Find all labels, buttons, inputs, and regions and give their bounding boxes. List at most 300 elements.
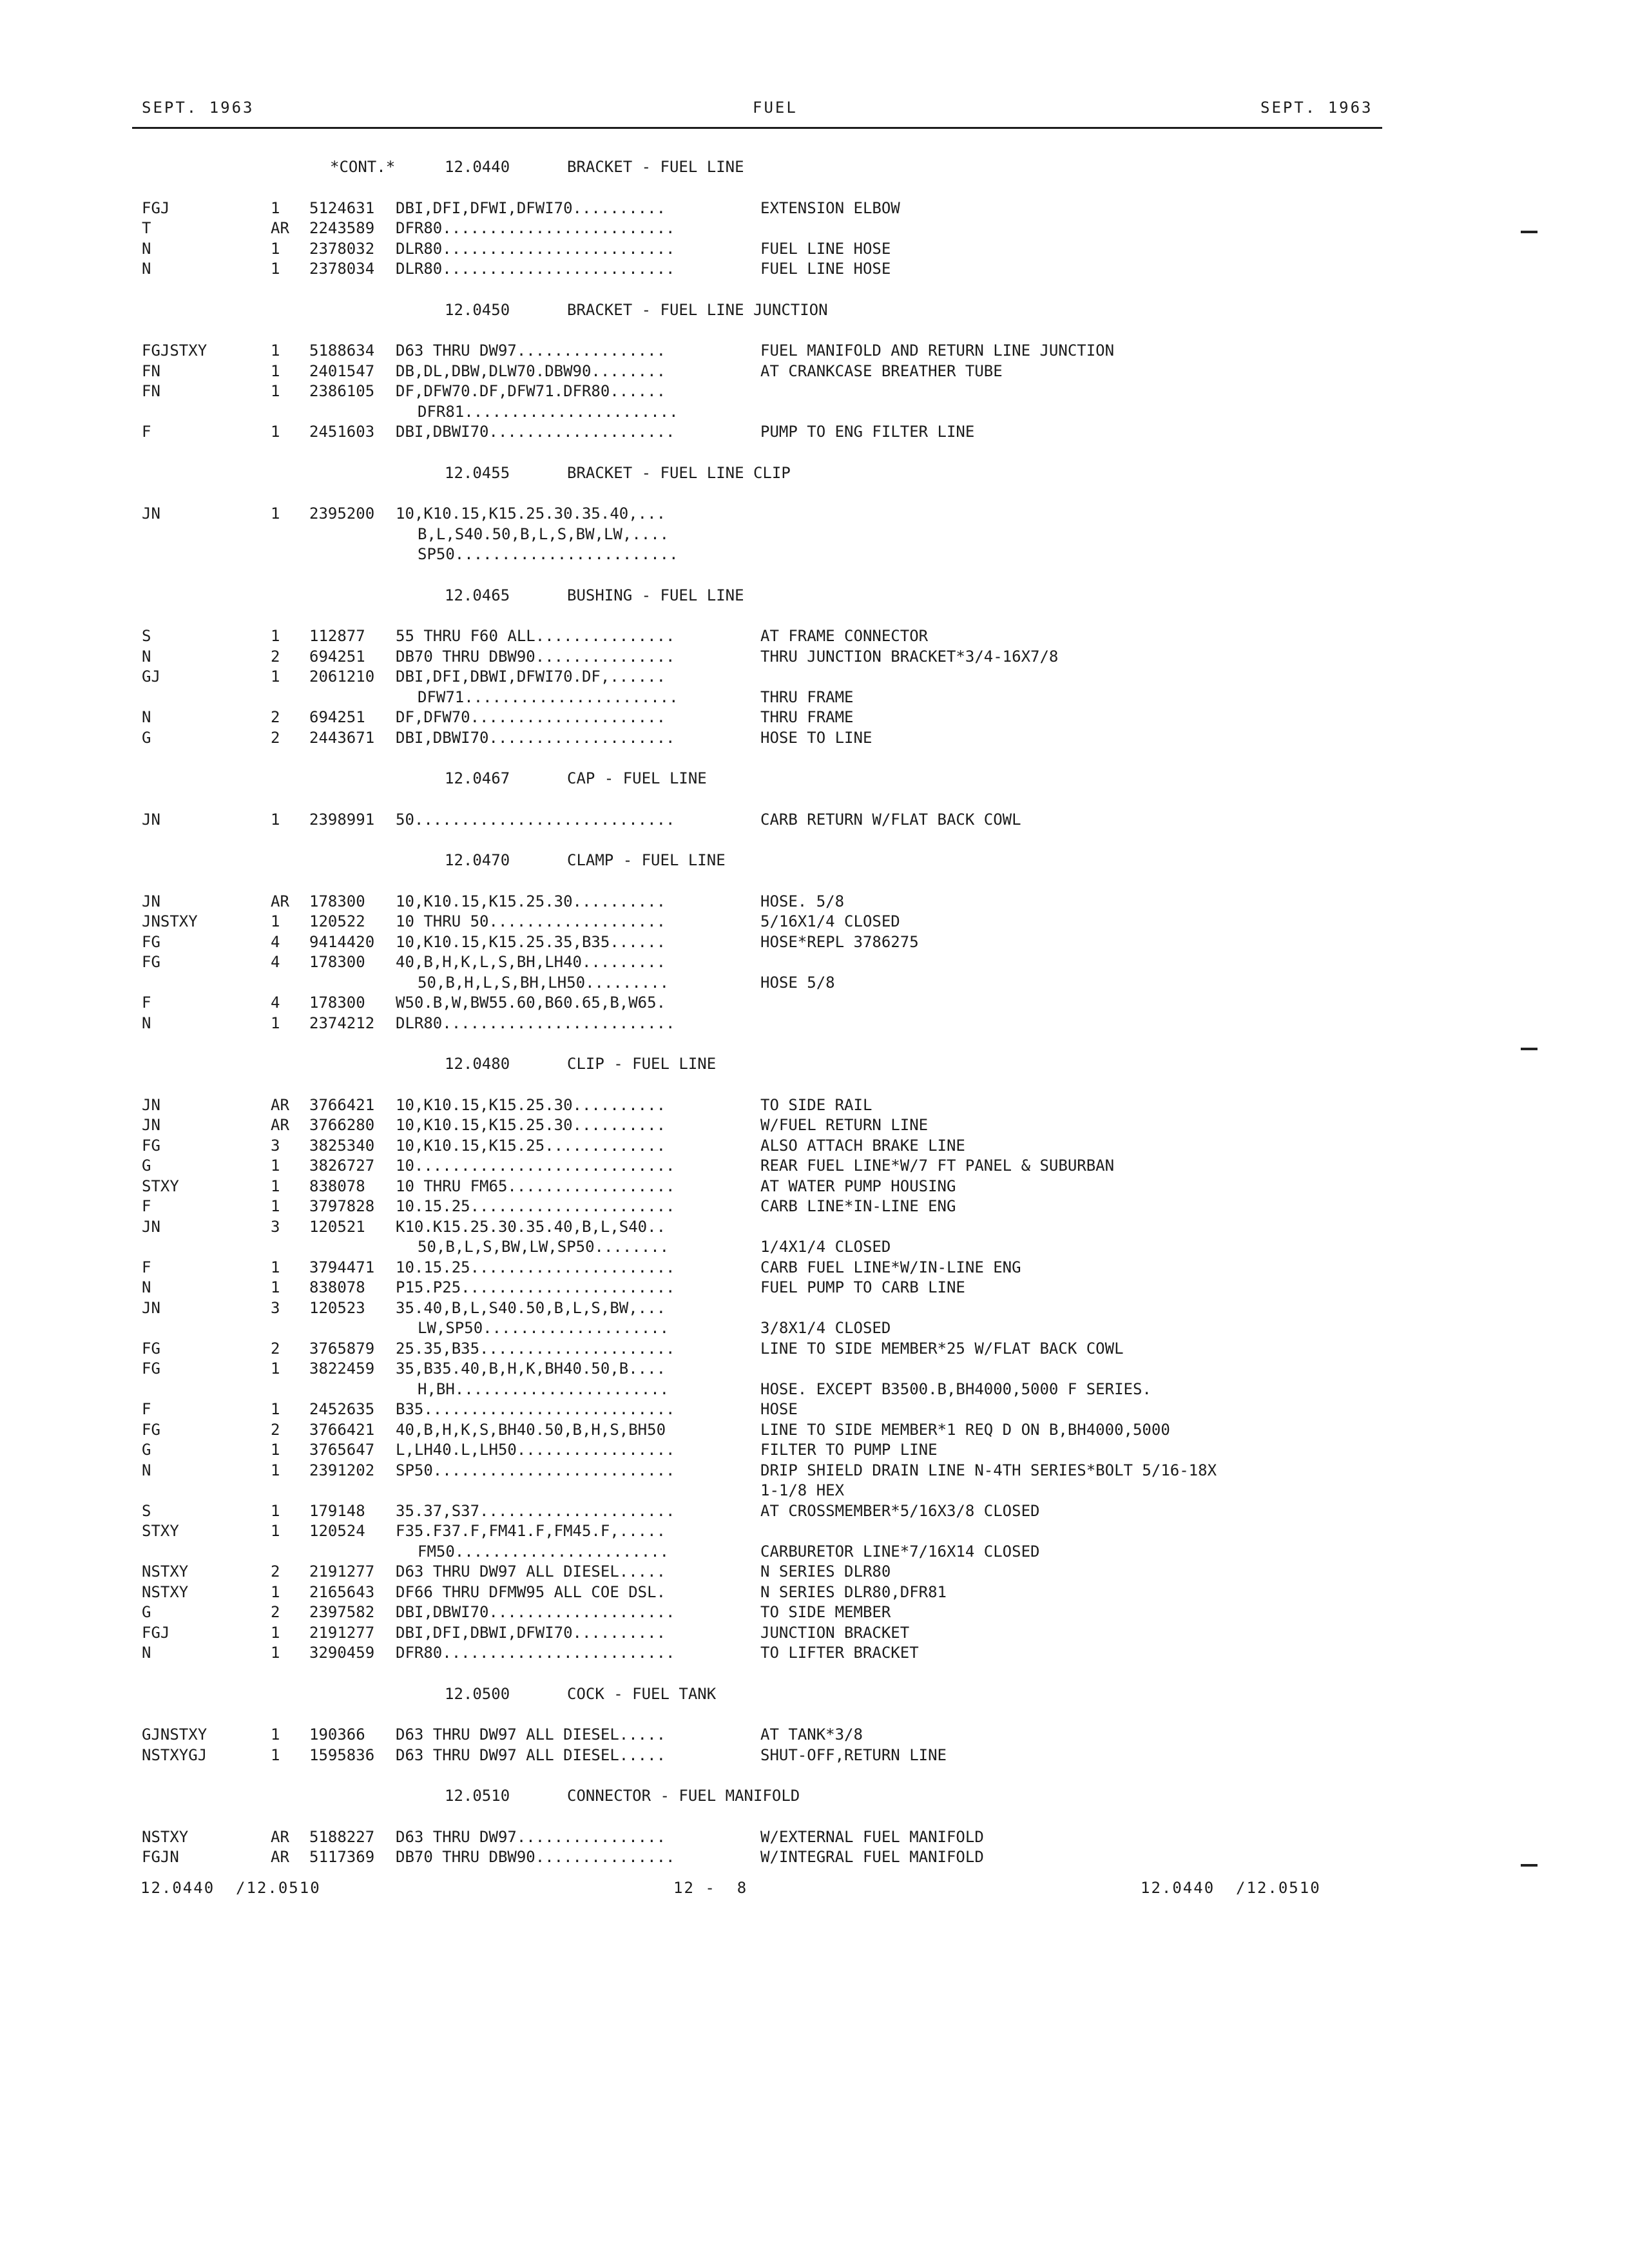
application: D63 THRU DW97 ALL DIESEL.....	[396, 1562, 666, 1581]
model-code: NSTXY	[142, 1827, 189, 1846]
section-number: 12.0510	[445, 1787, 510, 1805]
part-row	[0, 1827, 1629, 1848]
section-title	[0, 769, 1629, 789]
quantity: 1	[271, 1522, 280, 1540]
margin-tick-mark	[1521, 231, 1537, 233]
application: DFW71.......................	[418, 687, 679, 706]
part-row	[0, 259, 1629, 280]
model-code: F	[142, 1258, 151, 1276]
description: HOSE	[760, 1400, 798, 1418]
model-code: NSTXY	[142, 1582, 189, 1601]
description: 1-1/8 HEX	[760, 1481, 845, 1499]
margin-tick-mark	[1521, 1048, 1537, 1050]
model-code: T	[142, 219, 151, 237]
part-number: 2395200	[309, 505, 375, 523]
section-title	[0, 463, 1629, 484]
description: TO SIDE MEMBER	[760, 1603, 891, 1621]
part-number: 2451603	[309, 423, 375, 441]
model-code: S	[142, 627, 151, 645]
part-row	[0, 1339, 1629, 1360]
application: DFR81.......................	[418, 402, 679, 421]
description: HOSE TO LINE	[760, 728, 872, 747]
quantity: 2	[271, 728, 280, 747]
application: DBI,DBWI70....................	[396, 1603, 675, 1621]
part-number: 3766280	[309, 1116, 375, 1134]
section-number: 12.0480	[445, 1055, 510, 1073]
section-number: 12.0467	[445, 769, 510, 787]
section-name: CAP - FUEL LINE	[567, 769, 707, 787]
application: W50.B,W,BW55.60,B60.65,B,W65.	[396, 994, 666, 1012]
section-title	[0, 157, 1629, 178]
application: 50............................	[396, 810, 675, 829]
quantity: 1	[271, 1278, 280, 1296]
application: D63 THRU DW97................	[396, 1827, 666, 1846]
quantity: AR	[271, 1848, 289, 1866]
section-title	[0, 300, 1629, 321]
part-number: 5117369	[309, 1848, 375, 1866]
part-row	[0, 1521, 1629, 1542]
part-number: 3766421	[309, 1420, 375, 1439]
description: AT FRAME CONNECTOR	[760, 627, 929, 645]
description: CARB FUEL LINE*W/IN-LINE ENG	[760, 1258, 1021, 1276]
description: HOSE 5/8	[760, 973, 835, 992]
part-row	[0, 239, 1629, 260]
description: CARBURETOR LINE*7/16X14 CLOSED	[760, 1542, 1040, 1561]
quantity: 1	[271, 341, 280, 360]
quantity: 1	[271, 1644, 280, 1662]
description: 3/8X1/4 CLOSED	[760, 1319, 891, 1337]
part-row	[0, 1623, 1629, 1644]
model-code: N	[142, 1278, 151, 1296]
description: THRU FRAME	[760, 687, 854, 706]
part-row	[0, 1725, 1629, 1745]
application: DF66 THRU DFMW95 ALL COE DSL.	[396, 1582, 666, 1601]
part-row	[0, 1095, 1629, 1116]
model-code: N	[142, 1014, 151, 1032]
part-row	[0, 1481, 1629, 1501]
section-name: CLIP - FUEL LINE	[567, 1055, 717, 1073]
part-row	[0, 728, 1629, 749]
continued-marker: *CONT.*	[330, 158, 396, 176]
part-number: 3765879	[309, 1339, 375, 1358]
part-number: 3822459	[309, 1360, 375, 1378]
part-number: 5188634	[309, 341, 375, 360]
quantity: 1	[271, 1725, 280, 1744]
application: 50,B,H,L,S,BH,LH50.........	[418, 973, 670, 992]
part-number: 2191277	[309, 1562, 375, 1581]
description: 5/16X1/4 CLOSED	[760, 912, 900, 930]
description: LINE TO SIDE MEMBER*25 W/FLAT BACK COWL	[760, 1339, 1124, 1358]
application: 10,K10.15,K15.25.35,B35......	[396, 932, 666, 951]
part-number: 112877	[309, 627, 365, 645]
model-code: N	[142, 1644, 151, 1662]
section-name: BRACKET - FUEL LINE	[567, 158, 744, 176]
model-code: JN	[142, 505, 160, 523]
quantity: AR	[271, 219, 289, 237]
model-code: FGJ	[142, 198, 170, 217]
model-code: G	[142, 1157, 151, 1175]
quantity: 3	[271, 1217, 280, 1236]
part-row	[0, 504, 1629, 524]
part-row	[0, 1643, 1629, 1664]
application: B,L,S40.50,B,L,S,BW,LW,....	[418, 524, 670, 543]
application: H,BH.......................	[418, 1379, 670, 1398]
model-code: JN	[142, 1116, 160, 1134]
part-row	[0, 912, 1629, 932]
header-rule	[132, 127, 1382, 129]
quantity: 1	[271, 1501, 280, 1520]
quantity: 1	[271, 361, 280, 380]
part-number: 178300	[309, 953, 365, 971]
quantity: AR	[271, 1116, 289, 1134]
model-code: FG	[142, 1360, 160, 1378]
section-number: 12.0465	[445, 586, 510, 604]
application: 35.37,S37.....................	[396, 1501, 675, 1520]
quantity: 1	[271, 382, 280, 400]
quantity: 2	[271, 708, 280, 726]
model-code: FG	[142, 1339, 160, 1358]
application: B35...........................	[396, 1400, 675, 1418]
description: N SERIES DLR80	[760, 1562, 891, 1581]
part-row	[0, 1318, 1629, 1339]
application: SP50..........................	[396, 1461, 675, 1479]
part-row	[0, 1440, 1629, 1461]
quantity: 1	[271, 1177, 280, 1195]
quantity: 2	[271, 1603, 280, 1621]
model-code: JNSTXY	[142, 912, 198, 930]
quantity: 1	[271, 912, 280, 930]
quantity: 3	[271, 1298, 280, 1317]
application: DLR80.........................	[396, 239, 675, 258]
application: 10,K10.15,K15.25.30..........	[396, 1095, 666, 1114]
quantity: 1	[271, 260, 280, 278]
description: SHUT-OFF,RETURN LINE	[760, 1745, 947, 1764]
part-row	[0, 1217, 1629, 1238]
application: 10,K10.15,K15.25.30..........	[396, 892, 666, 910]
application: F35.F37.F,FM41.F,FM45.F,.....	[396, 1522, 666, 1540]
part-row	[0, 1278, 1629, 1298]
section-number: 12.0440	[445, 158, 510, 176]
part-row	[0, 524, 1629, 545]
application: 10............................	[396, 1157, 675, 1175]
part-row	[0, 544, 1629, 565]
description: W/EXTERNAL FUEL MANIFOLD	[760, 1827, 984, 1846]
quantity: 1	[271, 1157, 280, 1175]
part-row	[0, 1359, 1629, 1379]
part-row	[0, 1542, 1629, 1562]
header-date-right: SEPT. 1963	[1260, 99, 1373, 117]
description: FUEL MANIFOLD AND RETURN LINE JUNCTION	[760, 341, 1115, 360]
description: TO LIFTER BRACKET	[760, 1644, 919, 1662]
quantity: 2	[271, 1339, 280, 1358]
part-number: 2397582	[309, 1603, 375, 1621]
part-number: 2452635	[309, 1400, 375, 1418]
quantity: 4	[271, 932, 280, 951]
description: AT TANK*3/8	[760, 1725, 863, 1744]
description: FUEL LINE HOSE	[760, 239, 891, 258]
part-number: 120521	[309, 1217, 365, 1236]
part-row	[0, 1014, 1629, 1034]
part-number: 2374212	[309, 1014, 375, 1032]
part-number: 838078	[309, 1278, 365, 1296]
part-number: 2378034	[309, 260, 375, 278]
application: 35.40,B,L,S40.50,B,L,S,BW,...	[396, 1298, 666, 1317]
model-code: JN	[142, 1298, 160, 1317]
part-row	[0, 1115, 1629, 1136]
description: DRIP SHIELD DRAIN LINE N-4TH SERIES*BOLT 5/16-18X	[760, 1461, 1217, 1479]
model-code: N	[142, 1461, 151, 1479]
model-code: N	[142, 260, 151, 278]
model-code: GJNSTXY	[142, 1725, 207, 1744]
part-row	[0, 1156, 1629, 1177]
part-number: 179148	[309, 1501, 365, 1520]
quantity: 1	[271, 1014, 280, 1032]
application: DFR80.........................	[396, 1644, 675, 1662]
section-name: CLAMP - FUEL LINE	[567, 851, 726, 869]
quantity: 1	[271, 668, 280, 686]
part-number: 3794471	[309, 1258, 375, 1276]
part-row	[0, 810, 1629, 831]
part-number: 3766421	[309, 1095, 375, 1114]
model-code: JN	[142, 810, 160, 829]
application: 10,K10.15,K15.25.............	[396, 1136, 666, 1155]
application: DLR80.........................	[396, 260, 675, 278]
application: DFR80.........................	[396, 219, 675, 237]
section-name: BRACKET - FUEL LINE JUNCTION	[567, 300, 828, 319]
part-row	[0, 1298, 1629, 1319]
part-row	[0, 1420, 1629, 1441]
section-title	[0, 1054, 1629, 1075]
part-row	[0, 707, 1629, 728]
model-code: GJ	[142, 668, 160, 686]
model-code: S	[142, 1501, 151, 1520]
quantity: 1	[271, 1441, 280, 1459]
model-code: FG	[142, 1136, 160, 1155]
part-number: 3825340	[309, 1136, 375, 1155]
description: THRU JUNCTION BRACKET*3/4-16X7/8	[760, 647, 1059, 666]
application: K10.K15.25.30.35.40,B,L,S40..	[396, 1217, 666, 1236]
section-name: COCK - FUEL TANK	[567, 1684, 717, 1703]
application: 35,B35.40,B,H,K,BH40.50,B....	[396, 1360, 666, 1378]
application: DB70 THRU DBW90...............	[396, 647, 675, 666]
application: DB,DL,DBW,DLW70.DBW90........	[396, 361, 666, 380]
quantity: 2	[271, 1420, 280, 1439]
quantity: 1	[271, 810, 280, 829]
section-number: 12.0455	[445, 463, 510, 482]
description: AT WATER PUMP HOUSING	[760, 1177, 956, 1195]
description: EXTENSION ELBOW	[760, 198, 900, 217]
part-row	[0, 1602, 1629, 1623]
part-number: 694251	[309, 708, 365, 726]
description: JUNCTION BRACKET	[760, 1623, 910, 1642]
quantity: 4	[271, 953, 280, 971]
application: DB70 THRU DBW90...............	[396, 1848, 675, 1866]
part-number: 2386105	[309, 382, 375, 400]
part-row	[0, 1501, 1629, 1522]
application: D63 THRU DW97 ALL DIESEL.....	[396, 1725, 666, 1744]
part-row	[0, 381, 1629, 402]
description: THRU FRAME	[760, 708, 854, 726]
part-row	[0, 198, 1629, 219]
model-code: STXY	[142, 1522, 179, 1540]
footer-page-number: 12 - 8	[673, 1879, 748, 1897]
quantity: 1	[271, 1582, 280, 1601]
description: W/INTEGRAL FUEL MANIFOLD	[760, 1848, 984, 1866]
part-row	[0, 402, 1629, 423]
description: ALSO ATTACH BRAKE LINE	[760, 1136, 965, 1155]
quantity: AR	[271, 1095, 289, 1114]
part-row	[0, 1745, 1629, 1766]
application: FM50.......................	[418, 1542, 670, 1561]
model-code: FN	[142, 361, 160, 380]
part-row	[0, 1379, 1629, 1400]
model-code: N	[142, 239, 151, 258]
application: 40,B,H,K,S,BH40.50,B,H,S,BH50	[396, 1420, 666, 1439]
section-name: BUSHING - FUEL LINE	[567, 586, 744, 604]
model-code: FN	[142, 382, 160, 400]
part-row	[0, 626, 1629, 647]
model-code: N	[142, 708, 151, 726]
quantity: 1	[271, 423, 280, 441]
part-row	[0, 667, 1629, 687]
part-number: 2061210	[309, 668, 375, 686]
part-number: 9414420	[309, 932, 375, 951]
model-code: F	[142, 1197, 151, 1215]
part-number: 3797828	[309, 1197, 375, 1215]
section-name: CONNECTOR - FUEL MANIFOLD	[567, 1787, 800, 1805]
part-row	[0, 952, 1629, 973]
footer-range-left: 12.0440 /12.0510	[140, 1879, 321, 1897]
application: 10 THRU 50...................	[396, 912, 666, 930]
model-code: FG	[142, 932, 160, 951]
part-row	[0, 1177, 1629, 1197]
model-code: F	[142, 994, 151, 1012]
application: 40,B,H,K,L,S,BH,LH40.........	[396, 953, 666, 971]
model-code: F	[142, 1400, 151, 1418]
part-number: 2191277	[309, 1623, 375, 1642]
part-row	[0, 422, 1629, 443]
model-code: JN	[142, 1217, 160, 1236]
section-title	[0, 1786, 1629, 1807]
part-number: 190366	[309, 1725, 365, 1744]
application: P15.P25.......................	[396, 1278, 675, 1296]
part-row	[0, 1196, 1629, 1217]
application: 10,K10.15,K15.25.30..........	[396, 1116, 666, 1134]
part-row	[0, 932, 1629, 953]
part-number: 5124631	[309, 198, 375, 217]
application: DBI,DBWI70....................	[396, 423, 675, 441]
section-title	[0, 850, 1629, 871]
quantity: 1	[271, 1461, 280, 1479]
description: LINE TO SIDE MEMBER*1 REQ D ON B,BH4000,5000	[760, 1420, 1170, 1439]
description: HOSE. 5/8	[760, 892, 845, 910]
application: DBI,DFI,DBWI,DFWI70.DF,......	[396, 668, 666, 686]
description: 1/4X1/4 CLOSED	[760, 1238, 891, 1256]
application: DLR80.........................	[396, 1014, 675, 1032]
quantity: 1	[271, 198, 280, 217]
application: 10,K10.15,K15.25.30.35.40,...	[396, 505, 666, 523]
application: LW,SP50....................	[418, 1319, 670, 1337]
model-code: NSTXY	[142, 1562, 189, 1581]
part-row	[0, 1461, 1629, 1481]
part-row	[0, 1582, 1629, 1603]
part-number: 178300	[309, 994, 365, 1012]
part-number: 5188227	[309, 1827, 375, 1846]
application: DBI,DFI,DFWI,DFWI70..........	[396, 198, 666, 217]
section-number: 12.0500	[445, 1684, 510, 1703]
section-title	[0, 1684, 1629, 1705]
part-number: 838078	[309, 1177, 365, 1195]
part-number: 2398991	[309, 810, 375, 829]
application: D63 THRU DW97 ALL DIESEL.....	[396, 1745, 666, 1764]
part-number: 2443671	[309, 728, 375, 747]
model-code: FGJ	[142, 1623, 170, 1642]
application: DF,DFW70.....................	[396, 708, 666, 726]
part-number: 1595836	[309, 1745, 375, 1764]
section-name: BRACKET - FUEL LINE CLIP	[567, 463, 791, 482]
section-number: 12.0450	[445, 300, 510, 319]
description: AT CRANKCASE BREATHER TUBE	[760, 361, 1003, 380]
header-date-left: SEPT. 1963	[142, 99, 255, 117]
description: HOSE. EXCEPT B3500.B,BH4000,5000 F SERIES.	[760, 1379, 1152, 1398]
description: REAR FUEL LINE*W/7 FT PANEL & SUBURBAN	[760, 1157, 1115, 1175]
section-number: 12.0470	[445, 851, 510, 869]
part-row	[0, 1237, 1629, 1258]
application: SP50........................	[418, 545, 679, 563]
part-number: 178300	[309, 892, 365, 910]
part-number: 120524	[309, 1522, 365, 1540]
margin-tick-mark	[1521, 1864, 1537, 1867]
application: DF,DFW70.DF,DFW71.DFR80......	[396, 382, 666, 400]
quantity: 1	[271, 1745, 280, 1764]
part-number: 120522	[309, 912, 365, 930]
part-number: 2391202	[309, 1461, 375, 1479]
model-code: G	[142, 1603, 151, 1621]
part-number: 2401547	[309, 361, 375, 380]
part-number: 3826727	[309, 1157, 375, 1175]
part-row	[0, 1562, 1629, 1582]
part-row	[0, 687, 1629, 708]
quantity: 2	[271, 647, 280, 666]
quantity: AR	[271, 1827, 289, 1846]
model-code: NSTXYGJ	[142, 1745, 207, 1764]
model-code: FG	[142, 953, 160, 971]
description: FUEL LINE HOSE	[760, 260, 891, 278]
application: 55 THRU F60 ALL...............	[396, 627, 675, 645]
description: N SERIES DLR80,DFR81	[760, 1582, 947, 1601]
model-code: G	[142, 728, 151, 747]
part-number: 2378032	[309, 239, 375, 258]
model-code: N	[142, 647, 151, 666]
part-row	[0, 218, 1629, 239]
footer-range-right: 12.0440 /12.0510	[1141, 1879, 1321, 1897]
quantity: 1	[271, 505, 280, 523]
part-row	[0, 647, 1629, 668]
description: TO SIDE RAIL	[760, 1095, 872, 1114]
part-number: 3290459	[309, 1644, 375, 1662]
description: CARB RETURN W/FLAT BACK COWL	[760, 810, 1021, 829]
description: HOSE*REPL 3786275	[760, 932, 919, 951]
section-title	[0, 586, 1629, 606]
model-code: G	[142, 1441, 151, 1459]
parts-list	[0, 157, 1629, 1868]
part-number: 694251	[309, 647, 365, 666]
part-row	[0, 973, 1629, 994]
part-row	[0, 1258, 1629, 1278]
quantity: 4	[271, 994, 280, 1012]
application: D63 THRU DW97................	[396, 341, 666, 360]
part-number: 2165643	[309, 1582, 375, 1601]
